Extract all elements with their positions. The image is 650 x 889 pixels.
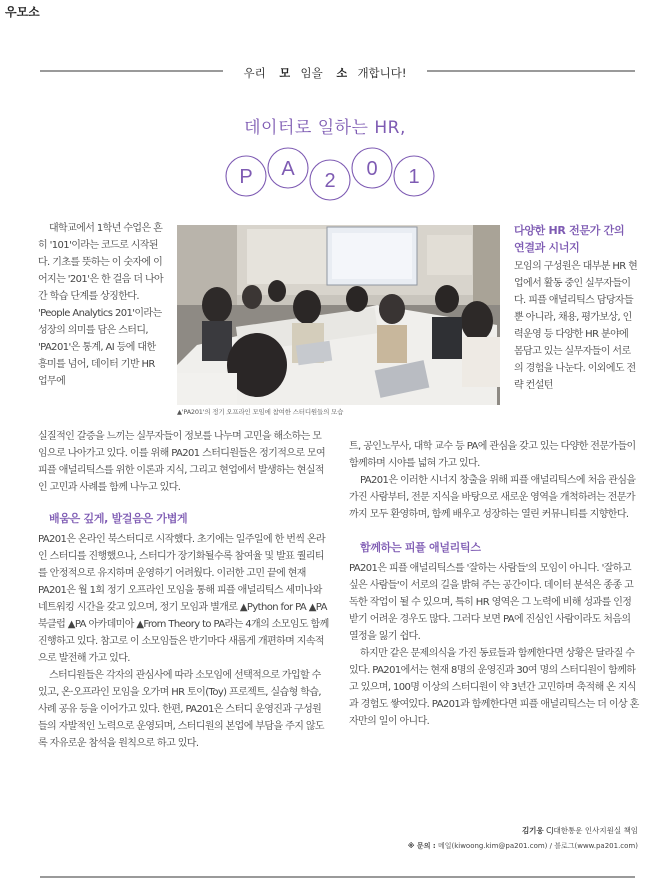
meeting-room-illustration — [177, 225, 500, 405]
logo-letter-circle — [226, 156, 266, 196]
paragraph: PA201은 피플 애널리틱스를 '잘하는 사람들'의 모임이 아니다. '잘하고 싶은 사람들'이 서로의 길을 밝혀 주는 공간이다. 데이터 분석은 종종 고독한 작업이 될 수 있으며, 특히 HR 영역은 그 노력에 비해 성과를 인정받기 어려운 경우도 많다. 그러다 보면 PA에 진심인 사람이라도 처음의 열정을 잃기 쉽다. — [349, 563, 634, 642]
paragraph: 하지만 같은 문제의식을 가진 동료들과 함께한다면 상황은 달라질 수 있다. PA201에서는 현재 8명의 운영진과 30여 명의 스터디원이 함께하고 있으며, 100명 이상의 스터디원이 약 3년간 고민하며 축적해 온 지식과 경험도 쌓여있다. PA201과 함께한다면 피플 애널리틱스는 더 이상 혼자만의 일이 아니다. — [349, 648, 639, 727]
bottom-divider — [40, 876, 635, 878]
contact-line — [330, 841, 638, 851]
contact-label: ※ 문의 : — [407, 842, 436, 850]
paragraph: 모임의 구성원은 대부분 HR 현업에서 활동 중인 실무자들이다. 피플 애널리틱스 담당자들뿐 아니라, 채용, 평가보상, 인력운영 등 다양한 HR 분야에 몸담고 있는 실무자들이 서로의 경험을 나눈다. 이외에도 전략 컨설턴 — [514, 261, 638, 391]
author-byline — [420, 825, 638, 836]
paragraph: 실질적인 갈증을 느끼는 실무자들이 정보를 나누며 고민을 해소하는 모임으로 나아가고 있다. 이를 위해 PA201 스터디원들은 정기적으로 모여 피플 애널리틱스를 위한 이론과 지식, 그리고 현업에서 발생하는 현실적인 고민과 사례를 함께 나누고 있다. — [38, 431, 326, 493]
contact-text: 메일(kiwoong.kim@pa201.com) / 블로그(www.pa201.com) — [437, 842, 638, 850]
subtitle-part: 임을 — [290, 66, 336, 80]
subtitle-part: 개합니다! — [347, 66, 416, 80]
study-meeting-photo — [177, 225, 500, 405]
logo-letter-circle — [268, 148, 308, 188]
paragraph: 트, 공인노무사, 대학 교수 등 PA에 관심을 갖고 있는 다양한 전문가들이 함께하며 시야를 넓혀 가고 있다. — [349, 441, 636, 469]
paragraph: 스터디원들은 각자의 관심사에 따라 소모임에 선택적으로 가입할 수 있고, 온·오프라인 모임을 오가며 HR 토이(Toy) 프로젝트, 실습형 학습, 사례 공유 등을 이어가고 있다. 한편, PA201은 스터디 운영진과 구성원들의 자발적인 노력으로 운영되며, 스터디원의 본업에 부담을 주지 않도록 자유로운 참석을 원칙으로 하고 있다. — [38, 670, 324, 749]
paragraph: PA201은 이러한 시너지 창출을 위해 피플 애널리틱스에 처음 관심을 가진 사람부터, 전문 지식을 바탕으로 새로운 영역을 개척하려는 전문가까지 모두 환영하며, 함께 배우고 성장하는 열린 커뮤니티를 지향한다. — [349, 475, 636, 520]
section-heading: 함께하는 피플 애널리틱스 — [360, 541, 481, 554]
logo-letter: 1 — [408, 166, 420, 188]
logo-letter: 2 — [324, 170, 336, 192]
subtitle-part: 소 — [336, 66, 348, 80]
section-heading: 다양한 HR 전문가 간의 연결과 시너지 — [514, 224, 625, 254]
logo-letter-circle — [352, 148, 392, 188]
headline: 데이터로 일하는 HR, — [244, 118, 406, 138]
logo-letter: A — [281, 158, 295, 180]
section-heading: 배움은 깊게, 발걸음은 가볍게 — [49, 512, 188, 525]
subtitle-part: 우리 — [233, 66, 279, 80]
paragraph: PA201은 온라인 북스터디로 시작했다. 초기에는 일주일에 한 번씩 온라인 스터디를 진행했으나, 스터디가 장기화될수록 참여율 및 발표 퀄리티를 안정적으로 유지하며 운영하기 어려웠다. 이러한 고민 끝에 현재 PA201은 월 1회 정기 오프라인 모임을 통해 피플 애널리틱스 세미나와 네트워킹 시간을 갖고 있으며, 정기 모임과 별개로 ▲Python for PA ▲PA 북클럽 ▲PA 아카데미아 ▲From Theory to PA라는 4개의 소모임도 함께 진행하고 있다. 참고로 이 소모임들은 반기마다 새롭게 개편하며 지속적으로 발전해 가고 있다. — [38, 534, 329, 664]
section-tag: 우모소 — [5, 5, 40, 19]
article-left-top — [38, 220, 166, 390]
article-left-full — [38, 428, 330, 752]
author-name: 김기웅 — [521, 826, 544, 835]
author-title: CJ대한통운 인사지원실 책임 — [546, 826, 638, 835]
article-right-top — [514, 222, 638, 394]
subtitle — [0, 62, 650, 81]
article-right-full — [349, 438, 639, 730]
subtitle-part: 모 — [279, 66, 291, 80]
logo-letter-circle — [394, 156, 434, 196]
pa201-logo — [225, 148, 435, 200]
logo-letter: 0 — [366, 158, 378, 180]
paragraph: 대학교에서 1학년 수업은 흔히 '101'이라는 코드로 시작된다. 기초를 뜻하는 이 숫자에 이어지는 '201'은 한 걸음 더 나아간 학습 단계를 상징한다. 'People Analytics 201'이라는 성장의 의미를 담은 스터디, 'PA201'은 통계, AI 등에 대한 흥미를 넘어, 데이터 기반 HR 업무에 — [38, 223, 164, 387]
logo-letter: P — [239, 166, 253, 188]
photo-caption: ▲'PA201'의 정기 오프라인 모임에 참여한 스터디원들의 모습 — [177, 408, 344, 416]
logo-letter-circle — [310, 160, 350, 200]
